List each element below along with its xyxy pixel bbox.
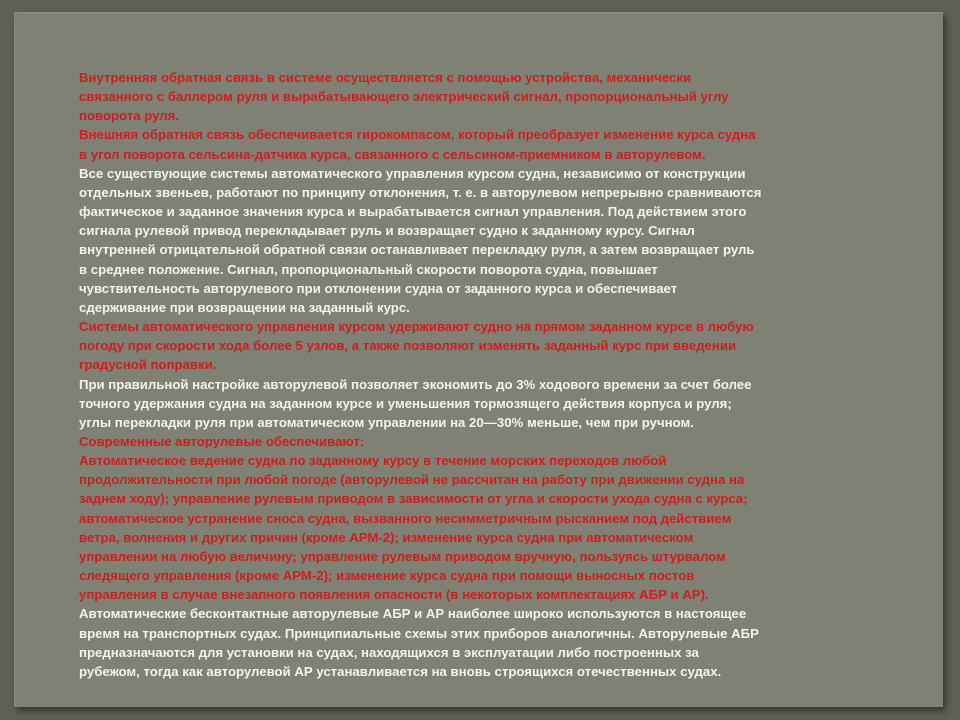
text-line: автоматическое устранение сноса судна, вызванного несимметричным рысканием под действием	[79, 510, 732, 526]
text-line: следящего управления (кроме АРМ-2); изменение курса судна при помощи выносных постов	[79, 568, 695, 584]
text-line: сдерживание при возвращении на заданный курс.	[79, 299, 410, 315]
text-line: Системы автоматического управления курсом удерживают судно на прямом заданном курсе в любую	[79, 319, 754, 335]
paragraph-highlighted	[79, 125, 909, 163]
text-line: фактическое и заданное значения курса и вырабатывается сигнал управления. Под действием этого	[79, 204, 747, 220]
paragraph-regular	[79, 164, 909, 317]
text-line: градусной поправки.	[79, 357, 217, 373]
slide-panel	[14, 12, 943, 707]
text-line: управлении на любую величину; управление рулевым приводом вручную, пользуясь штурвалом	[79, 548, 726, 564]
text-line: При правильной настройке авторулевой позволяет экономить до 3% ходового времени за счет более	[79, 376, 752, 392]
text-line: в среднее положение. Сигнал, пропорциональный скорости поворота судна, повышает	[79, 261, 658, 277]
text-line: ветра, волнения и других причин (кроме АРМ-2); изменение курса судна при автоматическом	[79, 529, 694, 545]
paragraph-highlighted	[79, 432, 909, 604]
slide-text-body	[79, 68, 909, 708]
text-line: углы перекладки руля при автоматическом управлении на 20—30% меньше, чем при ручном.	[79, 414, 694, 430]
text-line: Внутренняя обратная связь в системе осуществляется с помощью устройства, механически	[79, 70, 692, 85]
text-line: поворота руля.	[79, 108, 180, 124]
text-line: чувствительность авторулевого при отклонении судна от заданного курса и обеспечивает	[79, 280, 678, 296]
text-line: внутренней отрицательной обратной связи останавливает перекладку руля, а затем возвращает руль	[79, 242, 755, 258]
text-line: Автоматическое ведение судна по заданному курсу в течение морских переходов любой	[79, 453, 667, 469]
text-line: управления в случае внезапного появления опасности (в некоторых комплектациях АБР и АР).	[79, 587, 709, 603]
text-line: предназначаются для установки на судах, находящихся в эксплуатации либо построенных за	[79, 644, 699, 660]
paragraph-regular	[79, 604, 909, 681]
text-line: заднем ходу); управление рулевым приводом в зависимости от угла и скорости ухода судна с курса;	[79, 491, 748, 507]
text-line: Автоматические бесконтактные авторулевые АБР и АР наиболее широко используются в настоящее	[79, 606, 747, 622]
text-line: время на транспортных судах. Принципиальные схемы этих приборов аналогичны. Авторулевые АБР	[79, 625, 759, 641]
text-line: в угол поворота сельсина-датчика курса, связанного с сельсином-приемником в авторулевом.	[79, 146, 706, 162]
paragraph-highlighted	[79, 317, 909, 374]
text-line: погоду при скорости хода более 5 узлов, а также позволяют изменять заданный курс при введении	[79, 338, 737, 354]
text-line: точного удержания судна на заданном курсе и уменьшения тормозящего действия корпуса и руля;	[79, 395, 732, 411]
text-line: отдельных звеньев, работают по принципу отклонения, т. е. в авторулевом непрерывно сравниваются	[79, 184, 762, 200]
text-line: Внешняя обратная связь обеспечивается гирокомпасом, который преобразует изменение курса судна	[79, 127, 756, 143]
text-line: Современные авторулевые обеспечивают:	[79, 433, 365, 449]
text-line: сигнала рулевой привод перекладывает руль и возвращает судно к заданному курсу. Сигнал	[79, 223, 695, 239]
text-line: продолжительности при любой погоде (авторулевой не рассчитан на работу при движении судна на	[79, 472, 745, 488]
text-line: связанного с баллером руля и вырабатывающего электрический сигнал, пропорциональный углу	[79, 89, 729, 105]
text-line: рубежом, тогда как авторулевой АР устанавливается на вновь строящихся отечественных судах.	[79, 663, 722, 679]
paragraph-regular	[79, 375, 909, 432]
paragraph-highlighted	[79, 68, 909, 125]
text-line: Все существующие системы автоматического управления курсом судна, независимо от конструкции	[79, 165, 746, 181]
